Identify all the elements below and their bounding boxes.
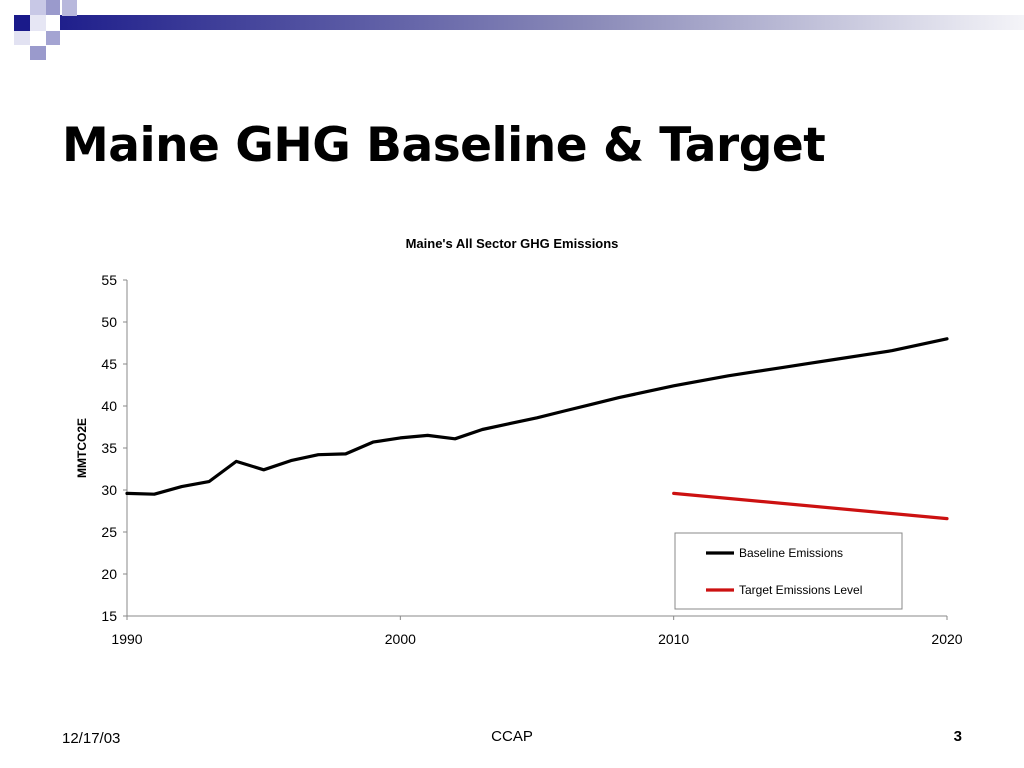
- x-tick-label: 2010: [658, 631, 690, 647]
- y-tick-label: 35: [101, 440, 117, 456]
- chart-legend: [675, 533, 902, 609]
- y-tick-label: 45: [101, 356, 117, 372]
- slide-title: Maine GHG Baseline & Target: [62, 118, 826, 173]
- legend-label: Baseline Emissions: [739, 546, 844, 560]
- legend-box: [675, 533, 902, 609]
- x-tick-label: 2020: [931, 631, 963, 647]
- target-emissions-line: [674, 493, 947, 518]
- chart-title: Maine's All Sector GHG Emissions: [405, 236, 619, 251]
- y-tick-labels: [101, 272, 127, 624]
- y-tick-label: 25: [101, 524, 117, 540]
- baseline-emissions-line: [127, 339, 947, 494]
- series-layer: [127, 339, 947, 519]
- footer-date: 12/17/03: [62, 730, 121, 747]
- y-tick-label: 55: [101, 272, 117, 288]
- x-tick-label: 2000: [384, 631, 416, 647]
- y-tick-label: 20: [101, 566, 117, 582]
- x-tick-label: 1990: [111, 631, 143, 647]
- y-axis-label: MMTCO2E: [75, 418, 89, 478]
- y-tick-label: 50: [101, 314, 117, 330]
- footer-organization: CCAP: [491, 728, 533, 745]
- y-tick-label: 15: [101, 608, 117, 624]
- y-tick-label: 40: [101, 398, 117, 414]
- x-tick-labels: [111, 616, 962, 647]
- page-number: 3: [953, 728, 962, 745]
- legend-label: Target Emissions Level: [739, 583, 863, 597]
- y-tick-label: 30: [101, 482, 117, 498]
